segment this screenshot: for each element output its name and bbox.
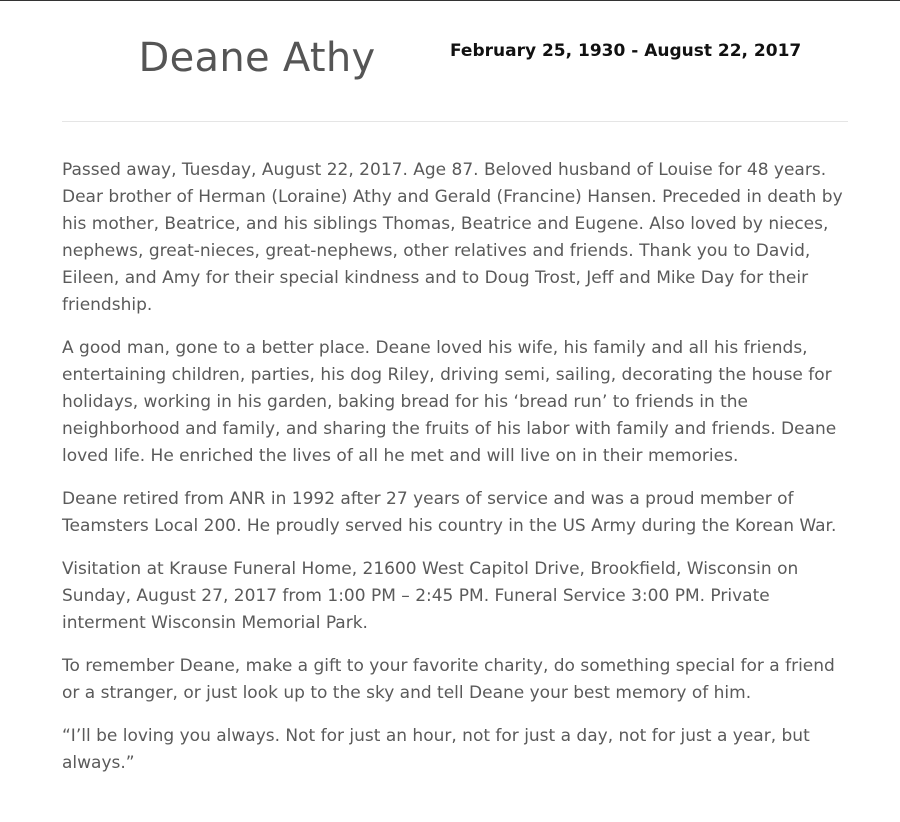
life-dates: February 25, 1930 - August 22, 2017	[450, 41, 802, 61]
obituary-header	[62, 0, 848, 122]
paragraph-remembrance: To remember Deane, make a gift to your favorite charity, do something special for a friend or a stranger, or just look up to the sky and tell Deane your best memory of him.	[62, 656, 835, 703]
paragraph-quote: “I’ll be loving you always. Not for just an hour, not for just a day, not for just a year, but always.”	[62, 726, 810, 773]
paragraph-visitation: Visitation at Krause Funeral Home, 21600 West Capitol Drive, Brookfield, Wisconsin on Sunday, August 27, 2017 from 1:00 PM – 2:45 PM. Funeral Service 3:00 PM. Private interment Wisconsin Memorial Park.	[62, 559, 799, 633]
obituary-body	[62, 157, 852, 793]
deceased-name: Deane Athy	[138, 35, 376, 81]
paragraph-career: Deane retired from ANR in 1992 after 27 years of service and was a proud member of Teamsters Local 200. He proudly served his country in the US Army during the Korean War.	[62, 489, 837, 536]
paragraph-tribute: A good man, gone to a better place. Deane loved his wife, his family and all his friends, entertaining children, parties, his dog Riley, driving semi, sailing, decorating the house for holidays, working in his garden, baking bread for his ‘bread run’ to friends in the neighborhood and family, and sharing the fruits of his labor with family and friends. Deane loved life. He enriched the lives of all he met and will live on in their memories.	[62, 338, 837, 466]
paragraph-death-notice: Passed away, Tuesday, August 22, 2017. Age 87. Beloved husband of Louise for 48 years. Dear brother of Herman (Loraine) Athy and Gerald (Francine) Hansen. Preceded in death by his mother, Beatrice, and his siblings Thomas, Beatrice and Eugene. Also loved by nieces, nephews, great-nieces, great-nephews, other relatives and friends. Thank you to David, Eileen, and Amy for their special kindness and to Doug Trost, Jeff and Mike Day for their friendship.	[62, 160, 843, 315]
